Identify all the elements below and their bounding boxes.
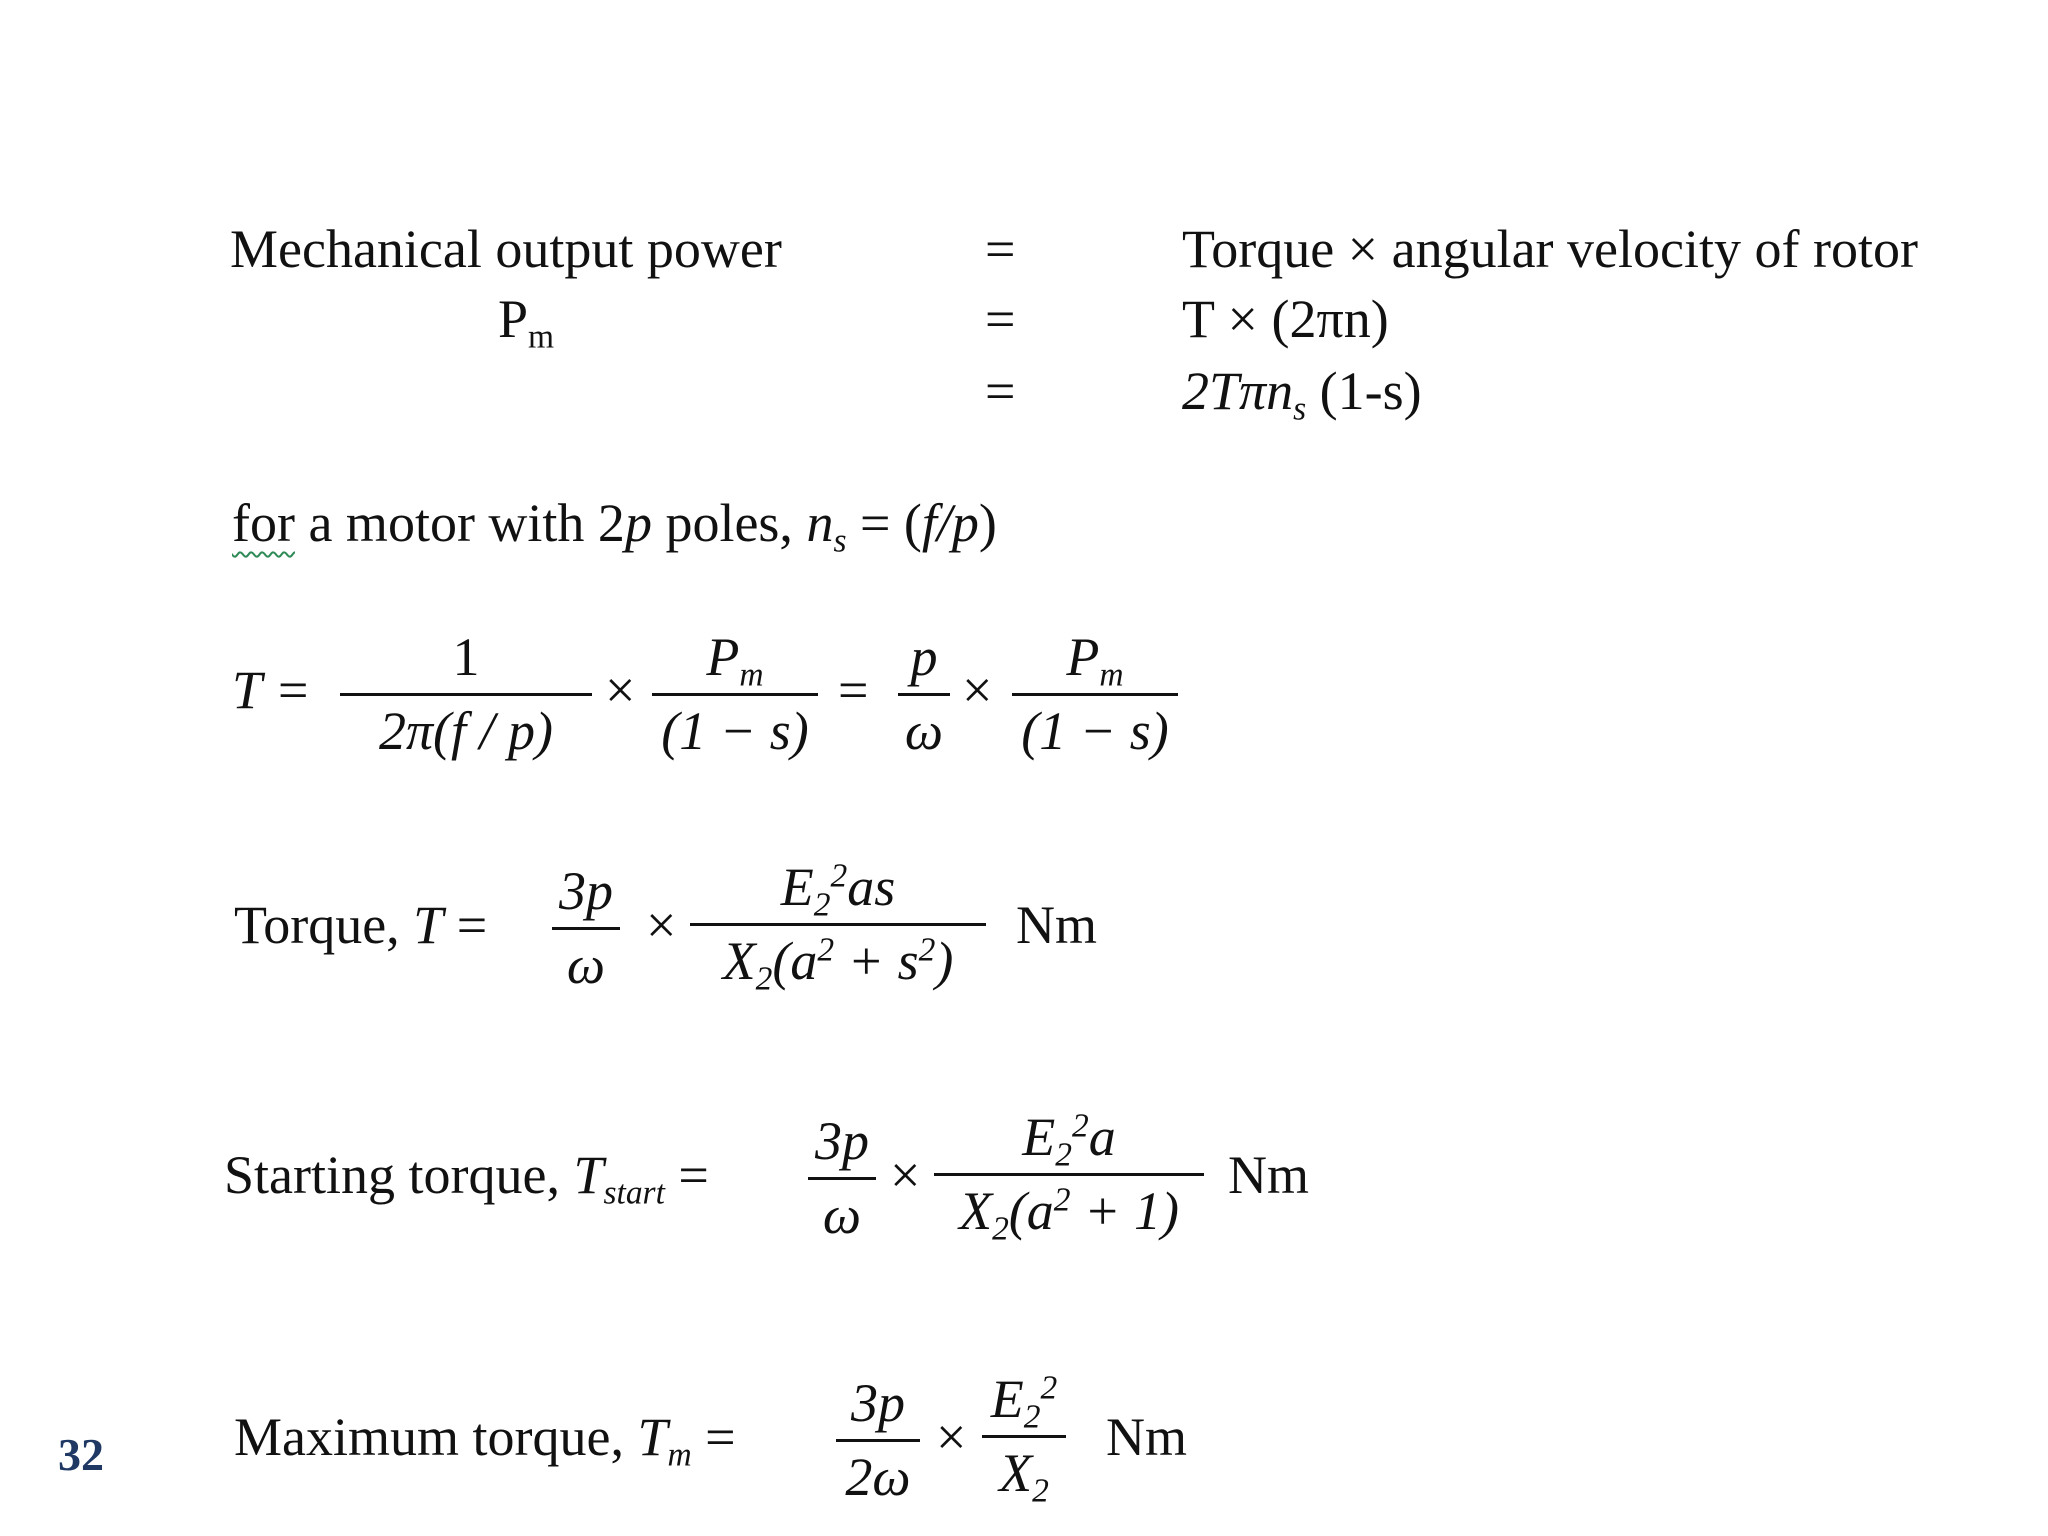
pm-sub: m — [528, 318, 555, 356]
max-f2-num — [990, 1369, 1058, 1436]
frac2-num-sub: m — [739, 656, 764, 694]
torque-word: Torque, — [234, 895, 414, 955]
max-T-sub: m — [667, 1436, 692, 1474]
max-f2-den — [999, 1443, 1049, 1511]
max-unit: Nm — [1106, 1407, 1187, 1467]
max-times: × — [936, 1407, 967, 1467]
frac4-num-base: P — [1066, 627, 1100, 687]
pm-base: P — [498, 289, 529, 349]
max-eq: = — [691, 1407, 736, 1467]
start-f1-den: ω — [822, 1185, 862, 1246]
frac1-bar — [340, 693, 592, 696]
torque-f1-num: 3p — [559, 861, 613, 921]
max-torque-label — [234, 1407, 736, 1474]
one-minus-s: (1-s) — [1306, 361, 1422, 421]
start-T-sub: start — [603, 1174, 665, 1212]
two-t-pi-ns — [1182, 361, 1422, 428]
torque-times: × — [646, 895, 677, 955]
torque-label — [234, 895, 488, 955]
torque-unit: Nm — [1016, 895, 1097, 955]
max-den-X: X — [999, 1443, 1033, 1504]
frac2-bar — [652, 693, 818, 696]
frac-pm-over-1ms-2 — [1012, 628, 1178, 762]
start-torque-label — [224, 1145, 709, 1212]
mech-power-label: Mechanical output power — [230, 219, 782, 279]
start-f1-num: 3p — [815, 1111, 869, 1171]
torque-frac-main — [690, 857, 986, 999]
frac3-bar — [898, 693, 950, 696]
start-f2-num — [1022, 1107, 1116, 1174]
max-num-E: E — [990, 1369, 1024, 1429]
frac3-den: ω — [904, 701, 944, 762]
torque-den-mid: + s — [834, 931, 919, 992]
max-frac-main — [982, 1369, 1066, 1511]
start-num-sub: 2 — [1055, 1136, 1072, 1174]
n-sub: s — [833, 522, 847, 560]
torque-T: T — [413, 895, 444, 955]
frac4-den: (1 − s) — [1021, 701, 1169, 762]
max-f1-bar — [836, 1439, 920, 1442]
max-f1-num: 3p — [851, 1373, 905, 1433]
max-num-sub: 2 — [1023, 1398, 1041, 1436]
torque-num-E: E — [780, 857, 814, 917]
equals-sign-2: = — [985, 289, 1016, 349]
n-var: n — [806, 493, 834, 553]
times-2: × — [962, 660, 993, 720]
max-f1-den: 2ω — [845, 1447, 911, 1508]
torque-num-rest: as — [847, 857, 896, 917]
torque-angular-velocity: Torque × angular velocity of rotor — [1182, 219, 1918, 279]
start-word: Starting torque, — [224, 1145, 574, 1205]
start-eq: = — [664, 1145, 709, 1205]
frac3-num: p — [910, 627, 938, 687]
torque-eq: = — [443, 895, 488, 955]
start-den-close: + 1) — [1070, 1181, 1179, 1242]
pm-symbol — [498, 289, 555, 356]
torque-f2-num — [780, 857, 896, 924]
equals-sign-3: = — [985, 361, 1016, 421]
torque-num-sup: 2 — [830, 857, 848, 895]
motor-text-a: a motor with 2 — [294, 493, 625, 553]
frac4-num-sub: m — [1099, 656, 1124, 694]
frac4-bar — [1012, 693, 1178, 696]
max-word: Maximum torque, — [234, 1407, 638, 1467]
torque-den-open: (a — [772, 931, 818, 992]
start-frac-3p-omega — [808, 1112, 876, 1246]
torque-den-sup1: 2 — [817, 931, 835, 969]
ns-sub: s — [1293, 390, 1307, 428]
max-frac-3p-2omega — [836, 1374, 920, 1508]
torque-f1-bar — [552, 927, 620, 930]
word-for: for — [232, 493, 295, 553]
torque-f2-den — [722, 931, 954, 999]
frac1-num: 1 — [452, 627, 480, 687]
motor-text-c: = ( — [846, 493, 922, 553]
motor-text-d: ) — [978, 493, 997, 553]
start-den-sup: 2 — [1053, 1181, 1071, 1219]
p-var: p — [624, 493, 652, 553]
start-den-X: X — [959, 1181, 993, 1242]
frac2-num-base: P — [706, 627, 740, 687]
two-t-pi-n: 2Tπn — [1182, 361, 1294, 421]
max-T: T — [637, 1407, 668, 1467]
torque-f2-bar — [690, 923, 986, 926]
frac2-num — [706, 627, 764, 694]
start-num-sup: 2 — [1072, 1107, 1089, 1145]
motor-text-b: poles, — [651, 493, 807, 553]
start-f2-bar — [934, 1173, 1204, 1176]
t-equals: T = — [232, 660, 311, 720]
start-num-E: E — [1022, 1107, 1056, 1167]
frac1-den: 2π(f / p) — [378, 701, 554, 762]
frac-1-over-2pi — [340, 628, 592, 762]
start-f2-den — [959, 1181, 1179, 1249]
torque-den-sub: 2 — [755, 961, 773, 999]
frac-p-over-omega — [898, 628, 950, 762]
start-den-sub: 2 — [992, 1211, 1009, 1249]
torque-num-sub: 2 — [813, 886, 831, 924]
max-den-sub: 2 — [1032, 1473, 1049, 1511]
torque-den-close: ) — [935, 931, 954, 992]
times-1: × — [605, 660, 636, 720]
start-num-rest: a — [1088, 1107, 1116, 1167]
equals-mid: = — [838, 660, 869, 720]
max-num-sup: 2 — [1040, 1369, 1058, 1407]
start-times: × — [890, 1145, 921, 1205]
motor-poles-line — [232, 493, 997, 560]
torque-den-sup2: 2 — [918, 931, 936, 969]
frac2-den: (1 − s) — [661, 701, 809, 762]
start-den-open: (a — [1008, 1181, 1054, 1242]
torque-frac-3p-omega — [552, 862, 620, 996]
start-frac-main — [934, 1107, 1204, 1249]
f-over-p: f/p — [921, 493, 979, 553]
frac4-num — [1066, 627, 1124, 694]
frac-pm-over-1ms — [652, 628, 818, 762]
start-T: T — [573, 1145, 604, 1205]
start-f1-bar — [808, 1177, 876, 1180]
start-unit: Nm — [1228, 1145, 1309, 1205]
torque-f1-den: ω — [566, 935, 606, 996]
max-f2-bar — [982, 1435, 1066, 1438]
equals-sign-1: = — [985, 219, 1016, 279]
slide-number: 32 — [58, 1429, 104, 1480]
torque-den-X: X — [722, 931, 756, 992]
t-times-2pin: T × (2πn) — [1182, 289, 1389, 349]
